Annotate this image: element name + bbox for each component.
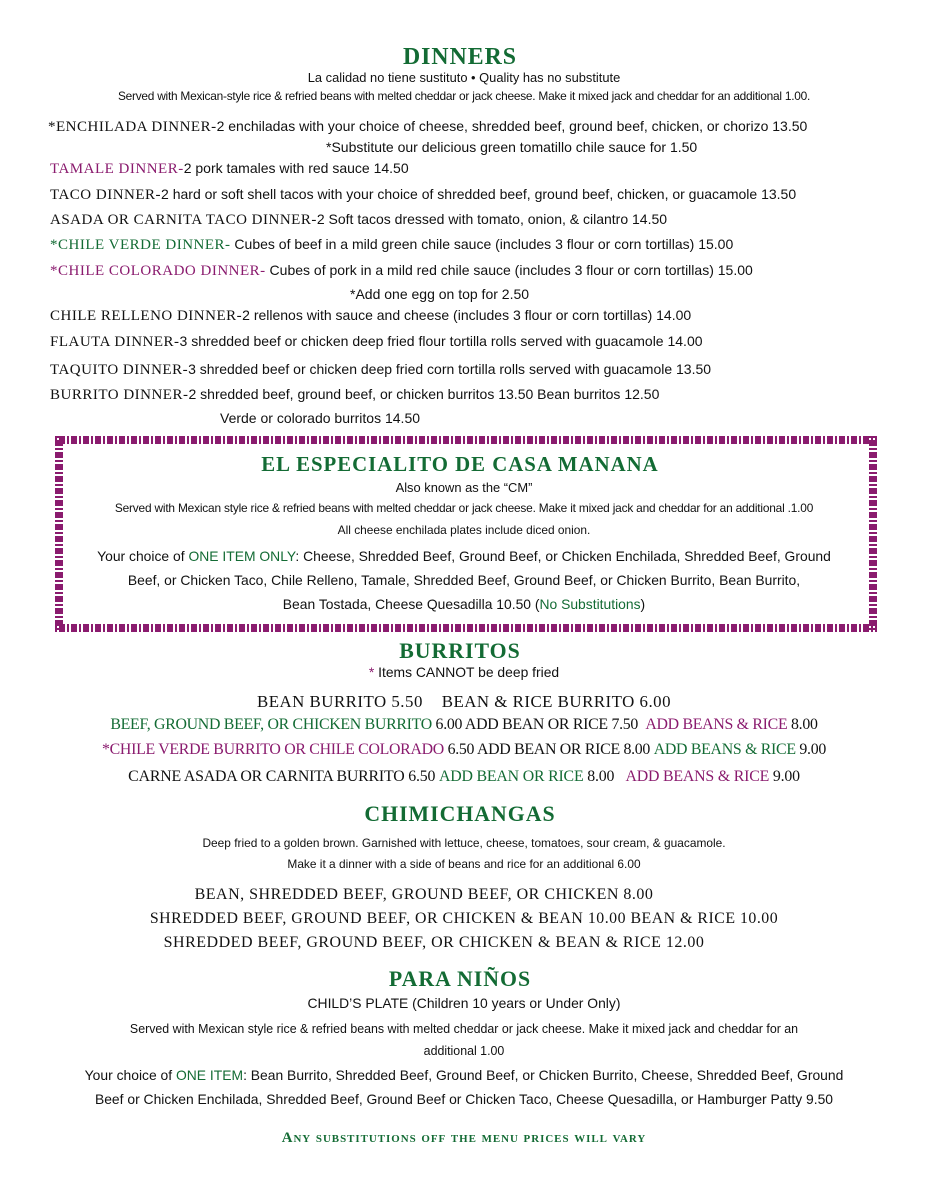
add-beans-and-rice-price: 9.00 xyxy=(769,768,800,785)
choice-highlight: ONE ITEM xyxy=(175,1067,244,1083)
burrito-row-1 xyxy=(4,692,924,712)
ninos-plate: CHILD’S PLATE (Children 10 years or Under Only) xyxy=(307,995,621,1011)
ninos-served-2: additional 1.00 xyxy=(423,1044,505,1058)
chimichangas-title: CHIMICHANGAS xyxy=(364,801,556,826)
burrito-row-2 xyxy=(4,716,924,734)
add-beans-and-rice: ADD BEANS & RICE xyxy=(625,768,770,785)
dinner-item-chile-verde xyxy=(50,236,733,254)
ninos-title: PARA NIÑOS xyxy=(388,966,532,991)
item-name: ASADA OR CARNITA TACO DINNER- xyxy=(50,212,317,228)
item-name: *CHILE VERDE DINNER- xyxy=(50,237,231,253)
item-name: BURRITO DINNER- xyxy=(50,387,189,403)
dinner-item-flauta xyxy=(50,333,703,351)
especialito-served: Served with Mexican style rice & refried beans with melted cheddar or jack cheese. Make it mixed jack and cheddar for an additional .1.00 xyxy=(114,501,814,515)
chile-verde-burrito: *CHILE VERDE BURRITO OR CHILE COLORADO xyxy=(102,741,444,758)
beef-burrito: BEEF, GROUND BEEF, OR CHICKEN BURRITO xyxy=(110,716,432,733)
add-bean-rice: ADD BEAN OR RICE xyxy=(438,768,584,785)
chimichanga-line-3: SHREDDED BEEF, GROUND BEEF, OR CHICKEN & BEAN & RICE 12.00 xyxy=(163,934,705,951)
item-desc: 3 shredded beef or chicken deep fried corn tortilla rolls served with guacamole 13.50 xyxy=(188,361,712,377)
item-desc: 2 Soft tacos dressed with tomato, onion, & cilantro 14.50 xyxy=(316,211,668,227)
ninos-choice-line1 xyxy=(4,1067,924,1083)
dinner-item-burrito xyxy=(50,386,659,404)
item-desc: 2 rellenos with sauce and cheese (includes 3 flour or corn tortillas) 14.00 xyxy=(242,307,692,323)
especialito-title: EL ESPECIALITO DE CASA MANANA xyxy=(261,452,659,476)
burritos-note xyxy=(4,664,924,680)
item-desc: Cubes of pork in a mild red chile sauce (includes 3 flour or corn tortillas) 15.00 xyxy=(265,262,753,278)
especialito-choice-line1 xyxy=(4,548,924,564)
add-beans-and-rice: ADD BEANS & RICE xyxy=(645,716,788,733)
bean-rice-burrito: BEAN & RICE BURRITO 6.00 xyxy=(441,692,672,711)
dinner-item-asada xyxy=(50,211,667,229)
choice-close: ) xyxy=(640,596,646,612)
item-name: TAMALE DINNER- xyxy=(50,161,184,177)
dinners-title: DINNERS xyxy=(402,44,518,70)
carne-asada-burrito: CARNE ASADA OR CARNITA BURRITO 6.50 xyxy=(128,768,436,785)
add-beans-and-rice: ADD BEANS & RICE xyxy=(653,741,796,758)
note-star: * xyxy=(368,664,375,680)
item-name: *CHILE COLORADO DINNER- xyxy=(50,263,266,279)
add-bean-rice: ADD BEAN OR RICE 7.50 xyxy=(464,716,639,733)
dinner-note-verde-burritos: Verde or colorado burritos 14.50 xyxy=(220,410,421,426)
especialito-choice-line3 xyxy=(4,596,924,612)
chimichangas-desc-1: Deep fried to a golden brown. Garnished with lettuce, cheese, tomatoes, sour cream, & guacamole. xyxy=(202,836,726,850)
chimichanga-line-2: SHREDDED BEEF, GROUND BEEF, OR CHICKEN & BEAN 10.00 BEAN & RICE 10.00 xyxy=(149,910,779,927)
especialito-aka: Also known as the “CM” xyxy=(395,480,533,495)
chimichangas-desc-2: Make it a dinner with a side of beans and rice for an additional 6.00 xyxy=(287,857,641,871)
item-name: TACO DINNER- xyxy=(50,187,162,203)
item-desc: Cubes of beef in a mild green chile sauce (includes 3 flour or corn tortillas) 15.00 xyxy=(230,236,734,252)
chile-verde-burrito-price: 6.50 xyxy=(443,741,477,758)
choice-highlight: ONE ITEM ONLY xyxy=(188,548,296,564)
chimichanga-line-1: BEAN, SHREDDED BEEF, GROUND BEEF, OR CHICKEN 8.00 xyxy=(194,886,654,903)
dinner-item-taco xyxy=(50,186,796,204)
item-name: *ENCHILADA DINNER- xyxy=(48,119,217,135)
add-beans-and-rice-price: 9.00 xyxy=(795,741,826,758)
choice-text: Bean Tostada, Cheese Quesadilla 10.50 ( xyxy=(282,596,540,612)
dinner-item-chile-colorado xyxy=(50,262,753,280)
item-name: TAQUITO DINNER- xyxy=(50,362,189,378)
especialito-choice-line2: Beef, or Chicken Taco, Chile Relleno, Tamale, Shredded Beef, Ground Beef, or Chicken Burrito, Bean Burrito, xyxy=(127,572,801,588)
choice-prefix: Your choice of xyxy=(97,548,189,564)
item-desc: 2 pork tamales with red sauce 14.50 xyxy=(183,160,409,176)
item-desc: 2 enchiladas with your choice of cheese, shredded beef, ground beef, chicken, or chorizo 13.50 xyxy=(216,118,808,134)
ninos-served-1: Served with Mexican style rice & refried beans with melted cheddar or jack cheese. Make it mixed jack and cheddar for an xyxy=(129,1022,799,1036)
item-name: CHILE RELLENO DINNER- xyxy=(50,308,243,324)
no-substitutions: No Substitutions xyxy=(539,596,641,612)
item-name: FLAUTA DINNER- xyxy=(50,334,180,350)
dinners-served: Served with Mexican-style rice & refried beans with melted cheddar or jack cheese. Make it mixed jack and cheddar for an additional 1.00. xyxy=(117,89,811,103)
bean-burrito: BEAN BURRITO 5.50 xyxy=(256,692,423,711)
footer-note: Any substitutions off the menu prices will vary xyxy=(281,1130,647,1146)
choice-prefix: Your choice of xyxy=(84,1067,176,1083)
burrito-row-3 xyxy=(4,741,924,759)
add-beans-and-rice-price: 8.00 xyxy=(787,716,818,733)
add-bean-rice: ADD BEAN OR RICE 8.00 xyxy=(476,741,651,758)
dinner-item-chile-relleno xyxy=(50,307,691,325)
burrito-row-4 xyxy=(4,768,924,786)
item-desc: 2 shredded beef, ground beef, or chicken burritos 13.50 Bean burritos 12.50 xyxy=(188,386,660,402)
item-desc: 2 hard or soft shell tacos with your choice of shredded beef, ground beef, chicken, or guacamole 13.50 xyxy=(161,186,797,202)
beef-burrito-price: 6.00 xyxy=(431,716,465,733)
choice-text: : Bean Burrito, Shredded Beef, Ground Beef, or Chicken Burrito, Cheese, Shredded Beef, Ground xyxy=(243,1067,844,1083)
dinner-item-enchilada xyxy=(48,118,807,136)
dinners-tagline: La calidad no tiene sustituto • Quality has no substitute xyxy=(307,70,621,85)
note-text: Items CANNOT be deep fried xyxy=(374,664,560,680)
dinner-item-tamale xyxy=(50,160,409,178)
choice-text: : Cheese, Shredded Beef, Ground Beef, or Chicken Enchilada, Shredded Beef, Ground xyxy=(295,548,831,564)
ninos-choice-line2: Beef or Chicken Enchilada, Shredded Beef, Ground Beef or Chicken Taco, Cheese Quesadilla, or Hamburger Patty 9.50 xyxy=(94,1091,834,1107)
dinner-note-tomatillo: *Substitute our delicious green tomatillo chile sauce for 1.50 xyxy=(326,139,698,155)
dinner-item-taquito xyxy=(50,361,711,379)
burritos-title: BURRITOS xyxy=(399,638,521,663)
especialito-onion: All cheese enchilada plates include diced onion. xyxy=(337,523,591,537)
item-desc: 3 shredded beef or chicken deep fried flour tortilla rolls served with guacamole 14.00 xyxy=(179,333,703,349)
add-bean-rice-price: 8.00 xyxy=(583,768,615,785)
dinner-note-egg: *Add one egg on top for 2.50 xyxy=(350,286,530,302)
